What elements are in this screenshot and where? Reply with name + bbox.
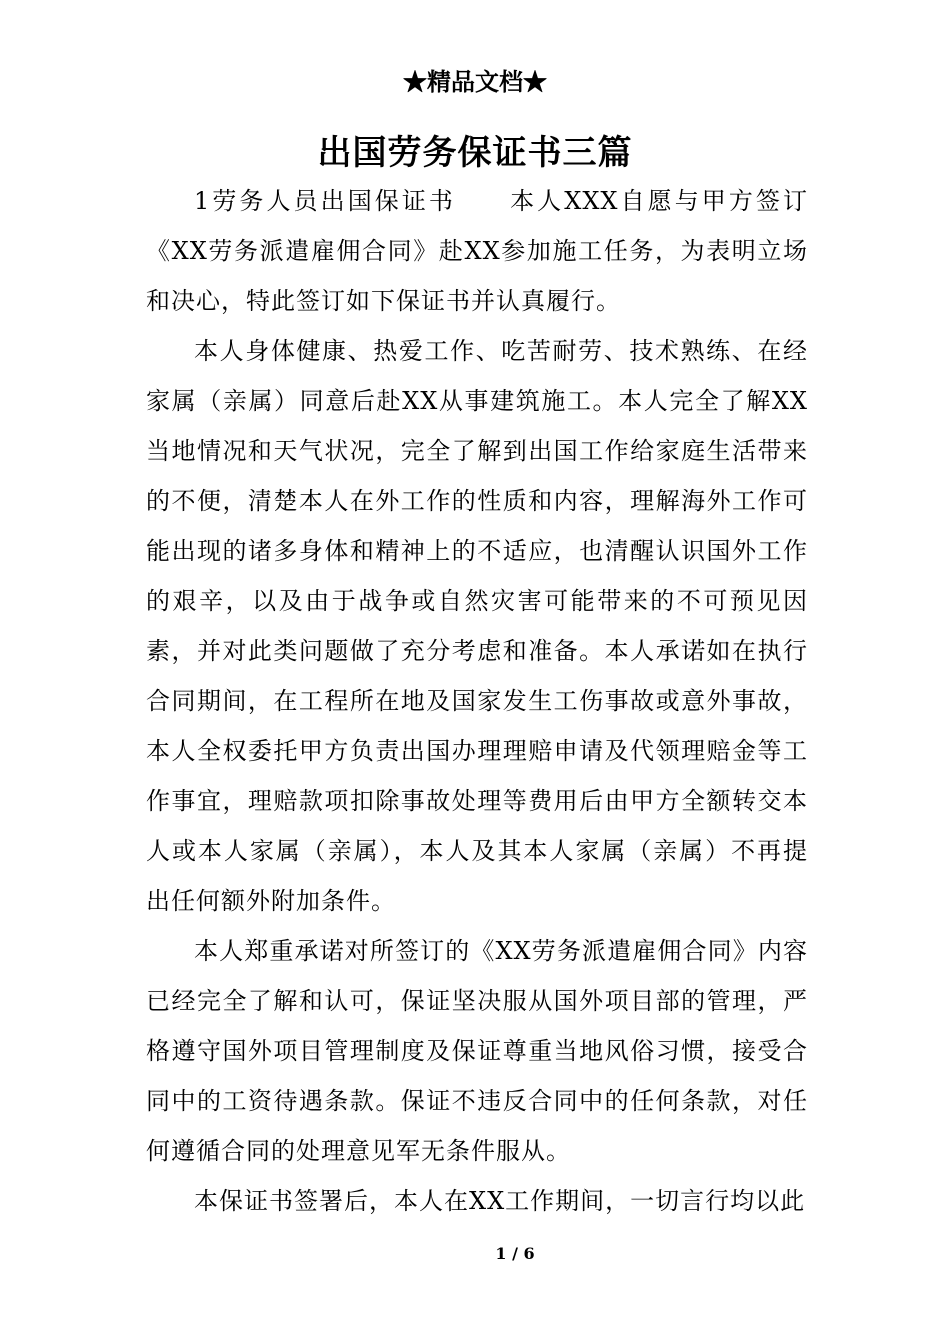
paragraph: 本保证书签署后，本人在XX工作期间，一切言行均以此	[194, 1187, 806, 1215]
page-number: 1 / 6	[495, 1244, 535, 1263]
document-body	[146, 176, 808, 1226]
document-header-label: ★精品文档★	[403, 67, 547, 96]
page-title: 出国劳务保证书三篇	[317, 133, 633, 173]
paragraph: 本人身体健康、热爱工作、吃苦耐劳、技术熟练、在经家属（亲属）同意后赴XX从事建筑施工。本人完全了解XX当地情况和天气状况，完全了解到出国工作给家庭生活带来的不便，清楚本人在外工作的性质和内容，理解海外工作可能出现的诸多身体和精神上的不适应，也清醒认识国外工作的艰辛，以及由于战争或自然灾害可能带来的不可预见因素，并对此类问题做了充分考虑和准备。本人承诺如在执行合同期间，在工程所在地及国家发生工伤事故或意外事故，本人全权委托甲方负责出国办理理赔申请及代领理赔金等工作事宜，理赔款项扣除事故处理等费用后由甲方全额转交本人或本人家属（亲属），本人及其本人家属（亲属）不再提出任何额外附加条件。	[146, 337, 808, 915]
paragraph: 1劳务人员出国保证书 本人XXX自愿与甲方签订《XX劳务派遣雇佣合同》赴XX参加施工任务，为表明立场和决心，特此签订如下保证书并认真履行。	[146, 187, 808, 315]
paragraph: 本人郑重承诺对所签订的《XX劳务派遣雇佣合同》内容已经完全了解和认可，保证坚决服从国外项目部的管理，严格遵守国外项目管理制度及保证尊重当地风俗习惯，接受合同中的工资待遇条款。保证不违反合同中的任何条款，对任何遵循合同的处理意见军无条件服从。	[146, 937, 808, 1165]
